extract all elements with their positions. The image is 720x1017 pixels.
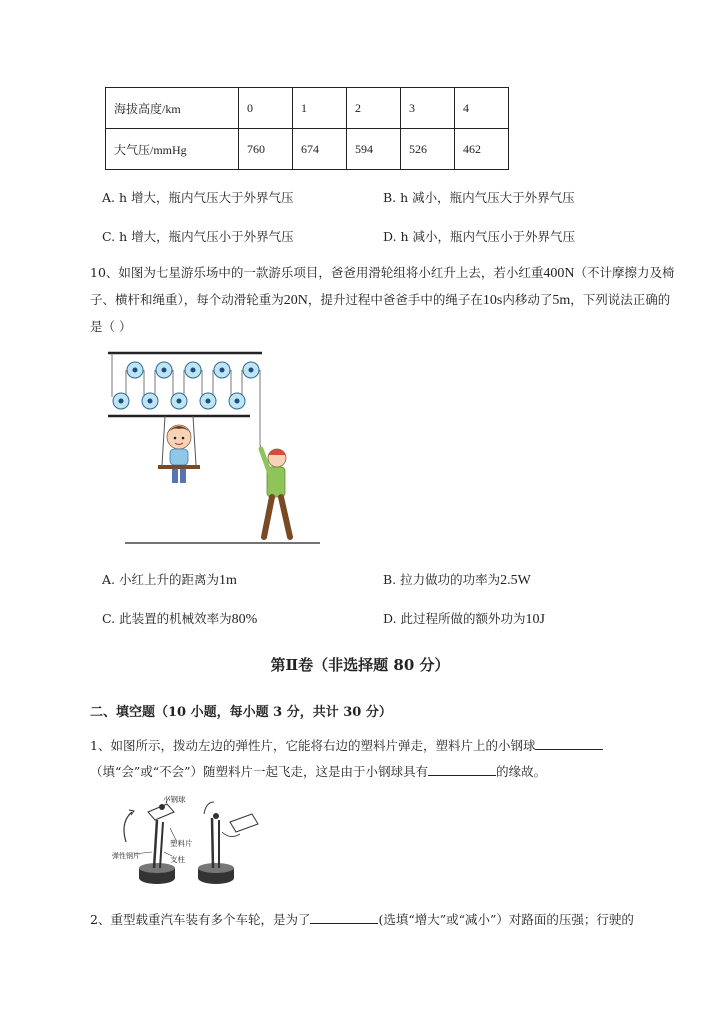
label-post: 支柱 [170, 855, 185, 864]
part-title: 第Ⅱ卷（非选择题 80 分） [270, 656, 450, 674]
table-cell: 1 [293, 88, 347, 129]
fixed-pulley-icon [127, 362, 259, 378]
father-icon [260, 445, 290, 537]
q10-option-d[interactable] [383, 609, 545, 628]
q10-text: ，提升过程中爸爸手中的绳子在 [307, 292, 483, 307]
option-label: D. 此过程所做的额外功为 [383, 611, 526, 626]
spring-plate-figure [112, 792, 272, 892]
q10-option-a[interactable] [102, 570, 237, 589]
table-row [106, 129, 509, 170]
table-cell: 0 [239, 88, 293, 129]
q10-time: 10s [482, 293, 503, 308]
option-label: C. 此装置的机械效率为 [102, 611, 232, 626]
table-cell: 2 [347, 88, 401, 129]
altitude-pressure-table [105, 87, 509, 170]
question-10 [90, 260, 680, 340]
option-label: B. 拉力做功的功率为 [383, 572, 501, 587]
q9-option-d[interactable]: D. h 减小，瓶内气压小于外界气压 [383, 229, 576, 244]
option-label: A. 小红上升的距离为 [102, 572, 219, 587]
fill2-text: (选填“增大”或“减小”）对路面的压强；行驶的 [378, 912, 634, 927]
answer-blank[interactable] [310, 911, 378, 924]
section-title: 二、填空题（10 小题，每小题 3 分，共计 30 分） [90, 705, 392, 720]
answer-blank[interactable] [535, 737, 603, 750]
fill1-text: 的缘故。 [496, 764, 547, 779]
q9-option-a[interactable]: A. h 增大，瓶内气压大于外界气压 [102, 190, 294, 205]
option-value: 80% [231, 612, 258, 627]
table-cell: 大气压/mmHg [106, 129, 239, 170]
q9-option-b[interactable]: B. h 减小，瓶内气压大于外界气压 [383, 190, 575, 205]
q10-text: 内移动了 [502, 292, 553, 307]
fill-question-1 [90, 733, 680, 785]
label-spring: 弹性钢片 [112, 852, 140, 860]
q10-option-c[interactable] [102, 609, 257, 628]
fill-question-2 [90, 907, 680, 933]
fill2-text: 2、重型载重汽车装有多个车轮，是为了 [90, 912, 311, 927]
table-cell: 462 [455, 129, 509, 170]
table-row [106, 88, 509, 129]
table-cell: 4 [455, 88, 509, 129]
fill1-text: 1、如图所示，拨动左边的弹性片，它能将右边的塑料片弹走，塑料片上的小钢球 [90, 738, 536, 753]
fill1-text: （填“会”或“不会”）随塑料片一起飞走，这是由于小钢球具有 [90, 764, 429, 779]
table-cell: 526 [401, 129, 455, 170]
table-cell: 674 [293, 129, 347, 170]
option-value: 2.5W [500, 573, 531, 588]
option-value: 1m [218, 573, 237, 588]
label-ball: 小钢球 [163, 795, 186, 804]
q9-option-c[interactable]: C. h 增大，瓶内气压小于外界气压 [102, 229, 294, 244]
q10-distance: 5m [552, 293, 571, 308]
child-on-swing-icon [158, 416, 200, 483]
q10-text: （不计摩擦力及椅子、横杆和绳重），每个动滑轮重为 [90, 265, 675, 307]
movable-pulley-icon [113, 393, 245, 409]
table-cell: 3 [401, 88, 455, 129]
option-value: 10J [525, 612, 545, 627]
table-cell: 594 [347, 129, 401, 170]
q10-text: 10、如图为七星游乐场中的一款游乐项目，爸爸用滑轮组将小红升上去，若小红重 [90, 265, 544, 280]
label-plastic: 塑料片 [170, 839, 193, 848]
answer-blank[interactable] [428, 763, 496, 776]
table-cell: 海拔高度/km [106, 88, 239, 129]
table-cell: 760 [239, 129, 293, 170]
pulley-figure [100, 345, 330, 550]
q10-weight: 400N [543, 266, 575, 281]
q10-pulley-weight: 20N [283, 293, 308, 308]
q10-option-b[interactable] [383, 570, 531, 589]
q10-text: ，下列说法正确的是（ ） [90, 292, 671, 334]
